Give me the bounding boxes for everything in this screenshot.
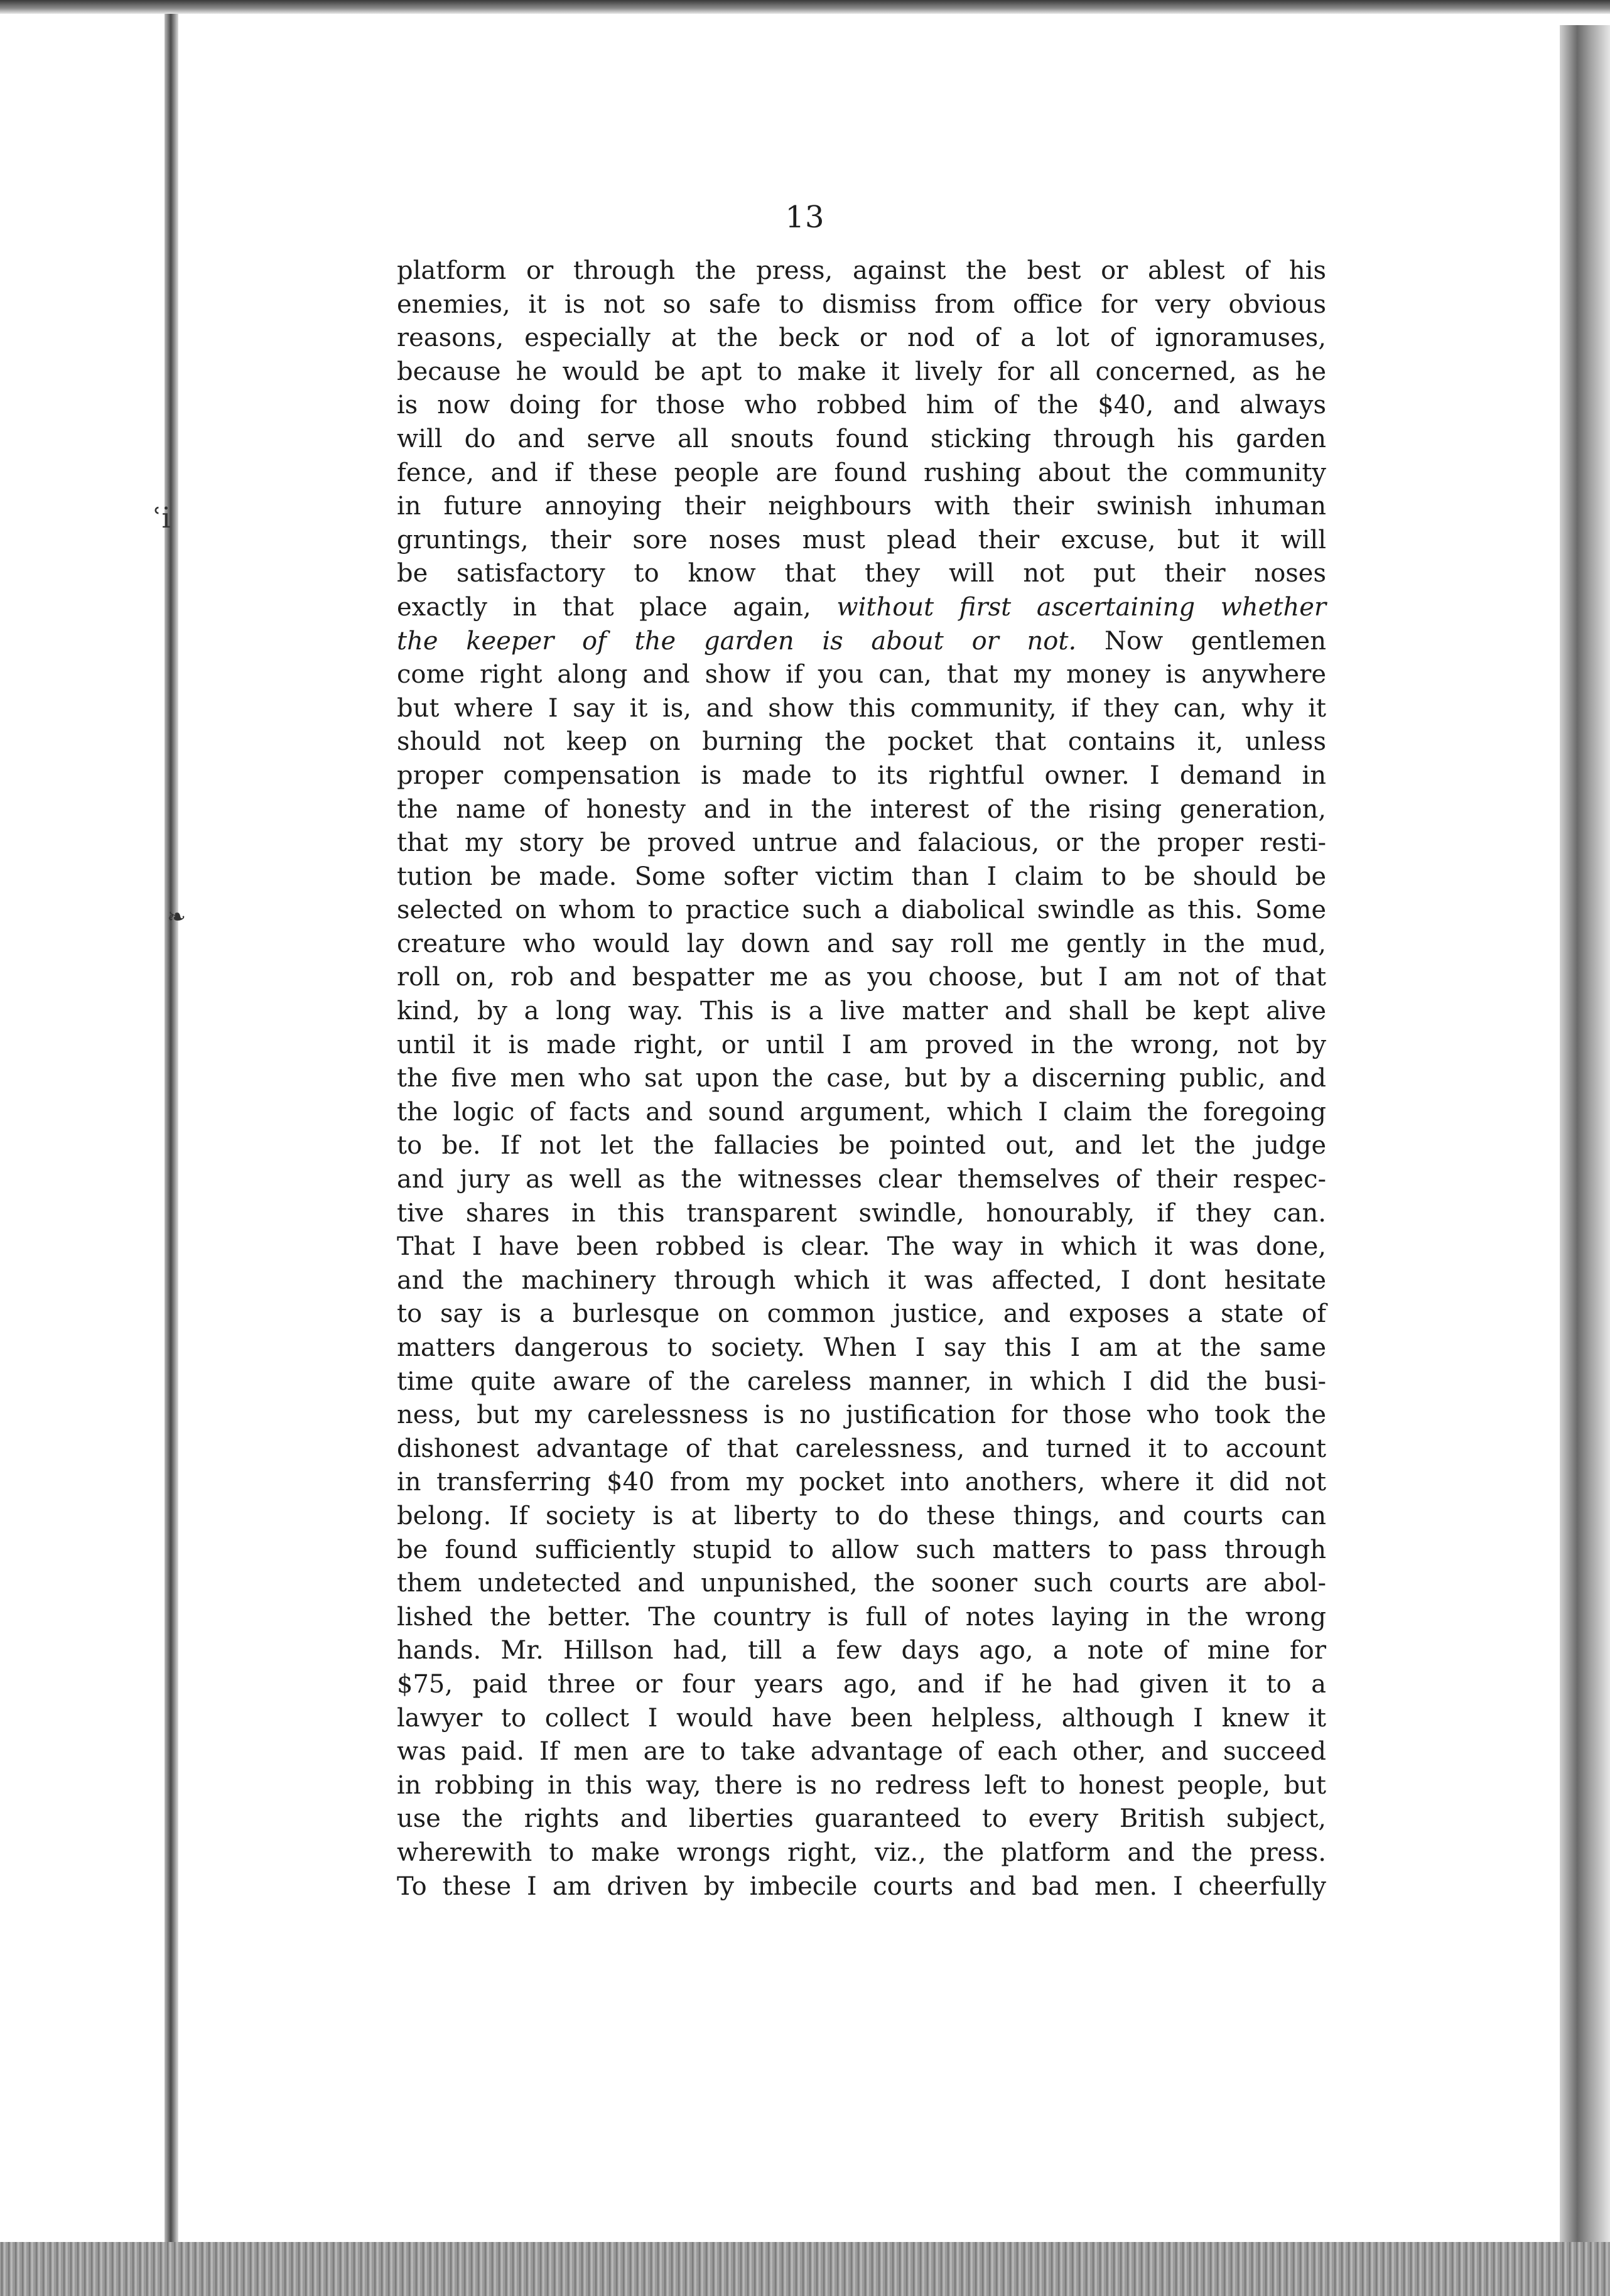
- italic-text-segment: without first ascertaining whether: [836, 592, 1326, 622]
- text-line: be satisfactory to know that they will not put their noses: [397, 559, 1326, 588]
- text-line: and jury as well as the witnesses clear themselves of their respec-: [397, 1165, 1326, 1194]
- text-line: time quite aware of the careless manner, in which I did the busi-: [397, 1367, 1326, 1396]
- text-segment: exactly in that place again,: [397, 592, 837, 622]
- book-gutter: [165, 14, 178, 2242]
- text-line: but where I say it is, and show this community, if they can, why it: [397, 693, 1326, 723]
- text-line: tive shares in this transparent swindle, honourably, if they can.: [397, 1198, 1326, 1228]
- text-line: reasons, especially at the beck or nod of a lot of ignoramuses,: [397, 323, 1326, 353]
- text-line: come right along and show if you can, that my money is anywhere: [397, 660, 1326, 690]
- text-line: will do and serve all snouts found sticking through his garden: [397, 424, 1326, 453]
- text-line: until it is made right, or until I am proved in the wrong, not by: [397, 1030, 1326, 1059]
- facing-page: [0, 14, 165, 2242]
- text-line: the logic of facts and sound argument, which I claim the foregoing: [397, 1097, 1326, 1127]
- text-line: be found sufficiently stupid to allow such matters to pass through: [397, 1535, 1326, 1564]
- text-line: $75, paid three or four years ago, and if he had given it to a: [397, 1669, 1326, 1699]
- text-line: ness, but my carelessness is no justification for those who took the: [397, 1400, 1326, 1430]
- text-line: selected on whom to practice such a diabolical swindle as this. Some: [397, 896, 1326, 925]
- text-line: platform or through the press, against the best or ablest of his: [397, 256, 1326, 285]
- text-line: that my story be proved untrue and falacious, or the proper resti-: [397, 828, 1326, 858]
- text-line: belong. If society is at liberty to do these things, and courts can: [397, 1501, 1326, 1530]
- text-line: hands. Mr. Hillson had, till a few days ago, a note of mine for: [397, 1636, 1326, 1665]
- text-line: them undetected and unpunished, the sooner such courts are abol-: [397, 1569, 1326, 1598]
- text-line: dishonest advantage of that carelessness, and turned it to account: [397, 1434, 1326, 1463]
- text-line: lished the better. The country is full of notes laying in the wrong: [397, 1602, 1326, 1632]
- text-line: fence, and if these people are found rushing about the community: [397, 458, 1326, 487]
- scan-top-edge: [0, 0, 1610, 14]
- text-line-mixed: [397, 591, 1326, 625]
- text-line: That I have been robbed is clear. The way in which it was done,: [397, 1232, 1326, 1262]
- text-line: use the rights and liberties guaranteed to every British subject,: [397, 1804, 1326, 1834]
- body-text: [397, 254, 1326, 1903]
- text-line: proper compensation is made to its rightful owner. I demand in: [397, 761, 1326, 790]
- text-line: to be. If not let the fallacies be pointed out, and let the judge: [397, 1131, 1326, 1161]
- text-line-mixed: [397, 625, 1326, 659]
- text-line: because he would be apt to make it lively for all concerned, as he: [397, 357, 1326, 386]
- text-line: to say is a burlesque on common justice, and exposes a state of: [397, 1299, 1326, 1329]
- text-line: enemies, it is not so safe to dismiss from office for very obvious: [397, 290, 1326, 319]
- scan-bottom-edge: [0, 2242, 1610, 2296]
- text-line: the five men who sat upon the case, but by a discerning public, and: [397, 1064, 1326, 1093]
- text-line: lawyer to collect I would have been helpless, although I knew it: [397, 1703, 1326, 1733]
- text-line: in future annoying their neighbours with their swinish inhuman: [397, 492, 1326, 521]
- text-segment: Now gentlemen: [1076, 626, 1326, 656]
- text-line: creature who would lay down and say roll me gently in the mud,: [397, 929, 1326, 958]
- text-line: in transferring $40 from my pocket into anothers, where it did not: [397, 1468, 1326, 1497]
- italic-text-segment: the keeper of the garden is about or not.: [397, 626, 1077, 656]
- text-line: roll on, rob and bespatter me as you choose, but I am not of that: [397, 963, 1326, 992]
- text-line: and the machinery through which it was affected, I dont hesitate: [397, 1265, 1326, 1295]
- margin-mark: ʿı̇: [153, 502, 171, 534]
- page-edge: [1560, 25, 1610, 2242]
- margin-mark: ❧: [167, 904, 186, 930]
- text-line: tution be made. Some softer victim than I claim to be should be: [397, 862, 1326, 891]
- text-line: matters dangerous to society. When I say this I am at the same: [397, 1333, 1326, 1362]
- text-line: should not keep on burning the pocket that contains it, unless: [397, 727, 1326, 757]
- page-number: 13: [785, 200, 825, 235]
- text-line: was paid. If men are to take advantage of each other, and succeed: [397, 1737, 1326, 1767]
- text-line: kind, by a long way. This is a live matter and shall be kept alive: [397, 997, 1326, 1026]
- text-line: is now doing for those who robbed him of the $40, and always: [397, 391, 1326, 420]
- text-line: the name of honesty and in the interest of the rising generation,: [397, 794, 1326, 824]
- text-line: gruntings, their sore noses must plead their excuse, but it will: [397, 525, 1326, 555]
- text-lines-continued: [397, 658, 1326, 1903]
- text-line: To these I am driven by imbecile courts and bad men. I cheerfully: [397, 1871, 1326, 1901]
- text-line: in robbing in this way, there is no redress left to honest people, but: [397, 1770, 1326, 1800]
- text-line: wherewith to make wrongs right, viz., the platform and the press.: [397, 1838, 1326, 1867]
